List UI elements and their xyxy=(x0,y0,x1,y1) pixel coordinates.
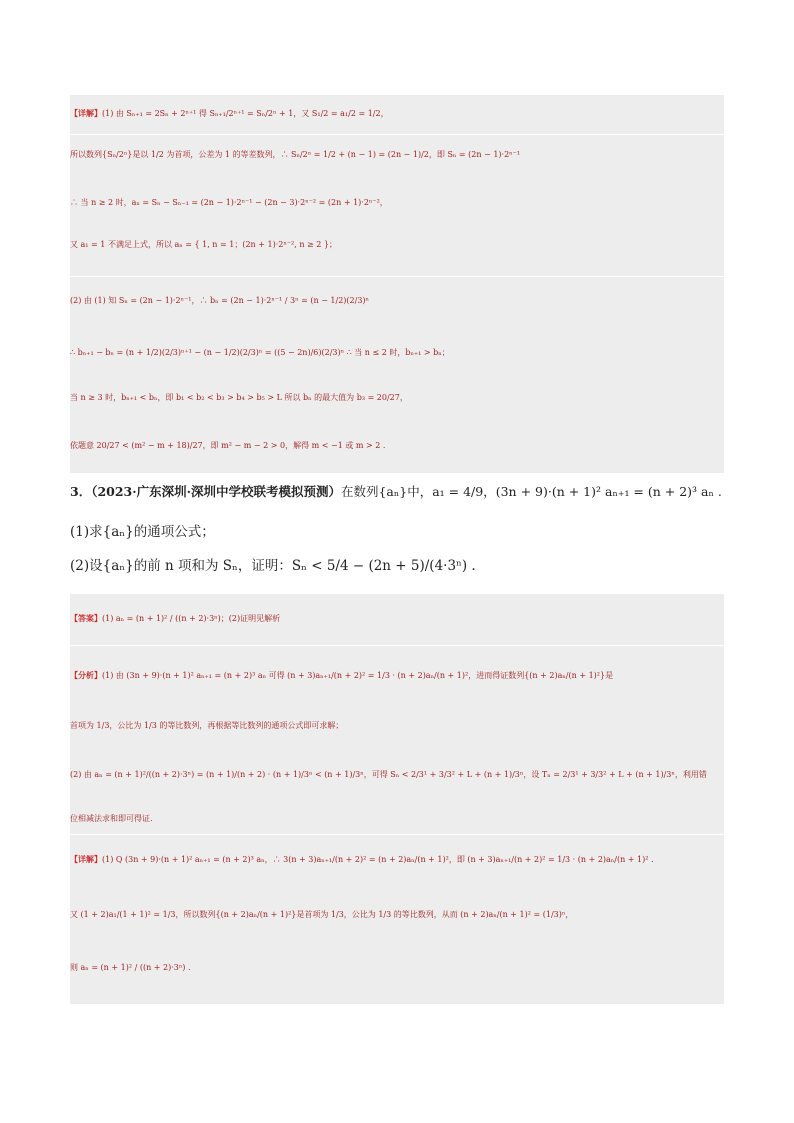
detail-line-6: ∴ bₙ₊₁ − bₙ = (n + 1/2)(2/3)ⁿ⁺¹ − (n − 1/2)(2/3)ⁿ = ((5 − 2n)/6)(2/3)ⁿ ∴ 当 n ≤ 2 时，bₙ₊₁ > bₙ； xyxy=(70,348,450,357)
problem-stem: 在数列{aₙ}中，a₁ = 4/9，(3n + 9)·(n + 1)² aₙ₊₁ = (n + 2)³ aₙ . xyxy=(340,484,722,499)
detail-line-8: 依题意 20/27 < (m² − m + 18)/27，即 m² − m − 2 > 0，解得 m < −1 或 m > 2 . xyxy=(70,441,386,450)
problem-question-2: (2)设{aₙ}的前 n 项和为 Sₙ，证明：Sₙ < 5/4 − (2n + 5)/(4·3ⁿ) . xyxy=(70,558,476,574)
problem-3-stem xyxy=(70,482,724,502)
answer-text: (1) aₙ = (n + 1)² / ((n + 2)·3ⁿ)；(2)证明见解析 xyxy=(102,614,281,623)
detail2-line-1 xyxy=(70,849,724,870)
detail-tag: 【详解】 xyxy=(70,854,102,864)
detail-tag: 【详解】 xyxy=(70,108,102,118)
detail2-line-3: 则 aₙ = (n + 1)² / ((n + 2)·3ⁿ) . xyxy=(70,963,191,972)
problem-source: （2023·广东深圳·深圳中学校联考模拟预测） xyxy=(91,484,341,499)
analysis-text: (1) 由 (3n + 9)·(n + 1)² aₙ₊₁ = (n + 2)³ aₙ 可得 (n + 3)aₙ₊₁/(n + 2)² = 1/3 · (n + 2)aₙ/(n + 1)²，进而得证数列{(n + 2)aₙ/(n + 1)²}是 xyxy=(102,671,614,680)
problem-question-1: (1)求{aₙ}的通项公式； xyxy=(70,524,215,540)
solution-section xyxy=(70,594,724,1004)
detail-line-2: 所以数列{Sₙ/2ⁿ}是以 1/2 为首项，公差为 1 的等差数列，∴ Sₙ/2ⁿ = 1/2 + (n − 1) = (2n − 1)/2，即 Sₙ = (2n − 1)·2ⁿ⁻¹ xyxy=(70,150,521,159)
answer-tag: 【答案】 xyxy=(70,613,102,623)
analysis-line-1 xyxy=(70,665,724,686)
detail-line-7: 当 n ≥ 3 时，bₙ₊₁ < bₙ，即 b₁ < b₂ < b₃ > b₄ > b₅ > L 所以 bₙ 的最大值为 b₃ = 20/27， xyxy=(70,393,408,402)
detail-line-4: 又 a₁ = 1 不满足上式，所以 aₙ = { 1, n = 1；(2n + 1)·2ⁿ⁻², n ≥ 2 }； xyxy=(70,240,337,249)
problem-number: 3． xyxy=(70,484,92,499)
analysis-line-3: (2) 由 aₙ = (n + 1)²/((n + 2)·3ⁿ) = (n + 1)/(n + 2) · (n + 1)/3ⁿ < (n + 1)/3ⁿ，可得 Sₙ < 2/3¹ + 3/3² + L + (n + 1)/3ⁿ，设 Tₙ = 2/3¹ + 3/3² + L + (n + 1)/3ⁿ，利用错 xyxy=(70,770,707,779)
detail-line-1 xyxy=(70,103,724,124)
analysis-tag: 【分析】 xyxy=(70,670,102,680)
detail2-line-2: 又 (1 + 2)a₁/(1 + 1)² = 1/3，所以数列{(n + 2)aₙ/(n + 1)²}是首项为 1/3，公比为 1/3 的等比数列，从而 (n + 2)aₙ/(n + 1)² = (1/3)ⁿ， xyxy=(70,910,574,919)
divider xyxy=(70,276,724,277)
detail-section-1 xyxy=(70,95,724,473)
divider xyxy=(70,134,724,135)
divider xyxy=(70,834,724,835)
analysis-line-4: 位相减法求和即可得证. xyxy=(70,814,153,823)
detail-text: (1) 由 Sₙ₊₁ = 2Sₙ + 2ⁿ⁺¹ 得 Sₙ₊₁/2ⁿ⁺¹ = Sₙ/2ⁿ + 1，又 S₁/2 = a₁/2 = 1/2， xyxy=(102,109,389,118)
analysis-line-2: 首项为 1/3，公比为 1/3 的等比数列，再根据等比数列的通项公式即可求解； xyxy=(70,721,344,730)
divider xyxy=(70,645,724,646)
detail-line-3: ∴ 当 n ≥ 2 时，aₙ = Sₙ − Sₙ₋₁ = (2n − 1)·2ⁿ⁻¹ − (2n − 3)·2ⁿ⁻² = (2n + 1)·2ⁿ⁻²， xyxy=(70,198,388,207)
answer-line xyxy=(70,608,724,629)
detail-text: (1) Q (3n + 9)·(n + 1)² aₙ₊₁ = (n + 2)³ aₙ，∴ 3(n + 3)aₙ₊₁/(n + 2)² = (n + 2)aₙ/(n + 1)²，即 (n + 3)aₙ₊₁/(n + 2)² = 1/3 · (n + 2)aₙ/(n + 1)² . xyxy=(102,855,654,864)
detail-line-5: (2) 由 (1) 知 Sₙ = (2n − 1)·2ⁿ⁻¹，∴ bₙ = (2n − 1)·2ⁿ⁻¹ / 3ⁿ = (n − 1/2)(2/3)ⁿ xyxy=(70,296,370,305)
